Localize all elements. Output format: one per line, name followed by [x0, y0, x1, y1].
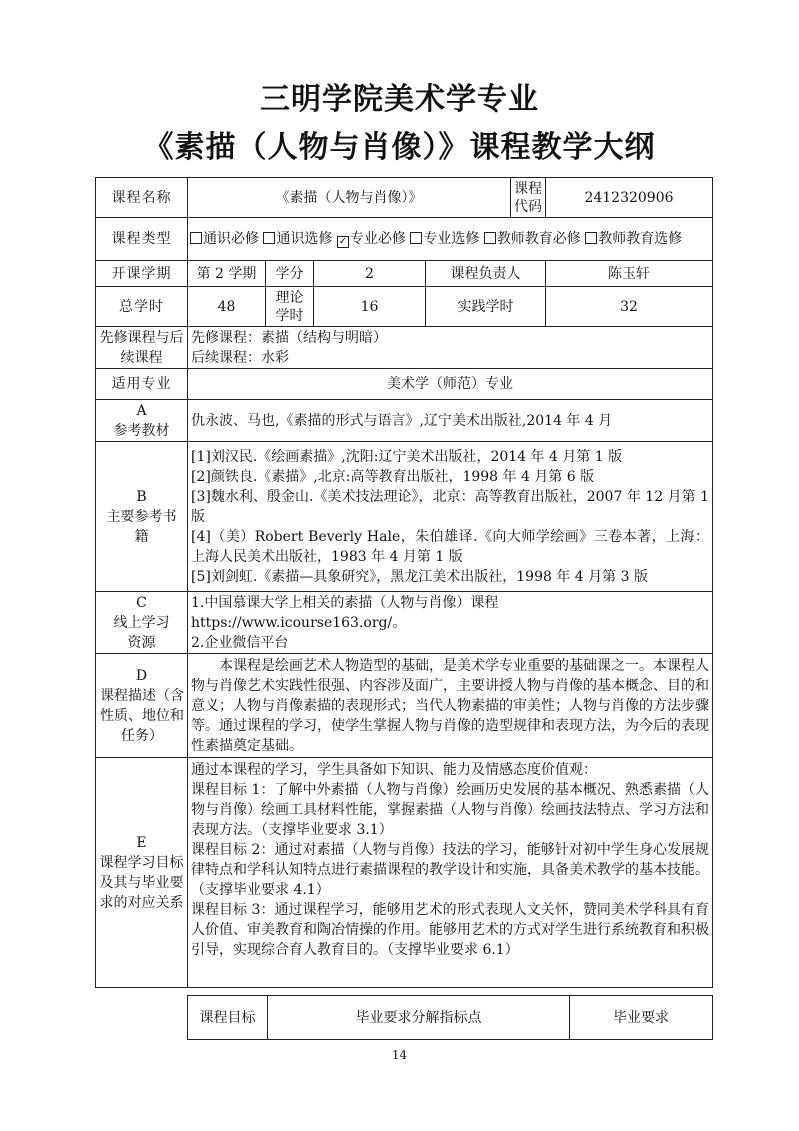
- desc-text: 本课程是绘画艺术人物造型的基础，是美术学专业重要的基础课之一。本课程人物与肖像艺术实践性很强、内容涉及面广，主要讲授人物与肖像的基本概念、目的和意义；人物与肖像素描的表现形式；当代人物素描的审美性；人物与肖像的方法步骤等。通过课程的学习，使学生掌握人物与肖像的造型规律和表现方法，为今后的表现性素描奠定基础。: [188, 654, 713, 758]
- ref-item: [3]魏水利、殷金山.《美术技法理论》，北京：高等教育出版社，2007 年 12 月第 1 版: [191, 488, 709, 525]
- option-label: 专业必修: [349, 231, 406, 247]
- goals-text: [188, 758, 713, 988]
- ref-item: [4]（美）Robert Beverly Hale，朱伯雄译.《向大师学绘画》三卷本著，上海：上海人民美术出版社，1983 年 4 月第 1 版: [191, 528, 709, 565]
- textbook-label: 参考教材: [113, 422, 170, 439]
- desc-label-cell: [96, 654, 188, 758]
- goals-label: 课程学习目标及其与毕业要求的对应关系: [99, 854, 184, 911]
- option-label: 教师教育选修: [598, 231, 683, 247]
- course-name-value: 《素描（人物与肖像）》: [188, 178, 511, 218]
- online-link[interactable]: https://www.icourse163.org/。: [191, 614, 407, 631]
- option-teacher-required[interactable]: [484, 231, 581, 247]
- online-list: [188, 592, 713, 654]
- textbook-value: 仇永波、马也,《素描的形式与语言》,辽宁美术出版社,2014 年 4 月: [188, 400, 713, 442]
- option-label: 教师教育必修: [496, 231, 581, 247]
- row-major: [96, 369, 713, 400]
- mapping-col-requirement: 毕业要求: [570, 996, 713, 1040]
- option-label: 通识必修: [203, 231, 259, 247]
- textbook-label-cell: [96, 400, 188, 442]
- option-general-required[interactable]: [190, 231, 259, 247]
- ref-item: [2]颜铁良.《素描》,北京:高等教育出版社，1998 年 4 月第 6 版: [191, 468, 595, 485]
- row-goals: [96, 758, 713, 988]
- row-semester: [96, 261, 713, 287]
- semester-label: 开课学期: [96, 261, 188, 287]
- online-letter: C: [136, 594, 147, 611]
- online-item: 1.中国慕课大学上相关的素描（人物与肖像）课程: [191, 594, 499, 611]
- semester-value: 第 2 学期: [188, 261, 266, 287]
- syllabus-table: [95, 177, 713, 988]
- row-course-type: [96, 218, 713, 261]
- goal-1: 课程目标 1：了解中外素描（人物与肖像）绘画历史发展的基本概况、熟悉素描（人物与肖像）绘画工具材料性能，掌握素描（人物与肖像）绘画技法特点、学习方法和表现方法。（支撑毕业要求 3.1）: [191, 782, 709, 838]
- theory-hours-label-text: 理论学时: [275, 289, 304, 324]
- checkbox-icon[interactable]: [585, 232, 597, 244]
- mapping-header-row: [188, 996, 713, 1040]
- desc-label: 课程描述（含性质、地位和任务）: [100, 687, 184, 744]
- total-hours-value: 48: [188, 287, 266, 327]
- goal-3: 课程目标 3：通过课程学习，能够用艺术的形式表现人文关怀，赞同美术学科具有育人价值、审美教育和陶冶情操的作用。能够用艺术的方式对学生进行系统教育和积极引导，实现综合育人教育目的。（支撑毕业要求 6.1）: [191, 902, 709, 958]
- refs-label: 主要参考书籍: [106, 508, 177, 545]
- course-code-label-text: 课程代码: [514, 180, 542, 215]
- page-number: 14: [391, 1048, 408, 1062]
- theory-hours-label: [266, 287, 314, 327]
- row-course-name: [96, 178, 713, 218]
- checkbox-icon[interactable]: [484, 232, 496, 244]
- row-online: [96, 592, 713, 654]
- option-major-required[interactable]: [337, 231, 406, 247]
- course-type-label: 课程类型: [96, 218, 188, 261]
- desc-letter: D: [135, 667, 148, 684]
- lead-label: 课程负责人: [426, 261, 546, 287]
- row-textbook: [96, 400, 713, 442]
- mapping-col-indicator: 毕业要求分解指标点: [268, 996, 570, 1040]
- course-code-label: [511, 178, 546, 218]
- prereq-before: 先修课程：素描（结构与明暗）: [191, 329, 387, 346]
- course-code-value: 2412320906: [546, 178, 713, 218]
- option-teacher-elective[interactable]: [585, 231, 682, 247]
- online-item: 2.企业微信平台: [191, 634, 289, 651]
- prereq-label: 先修课程与后续课程: [96, 327, 188, 369]
- goals-mapping-table: [187, 995, 713, 1040]
- option-label: 专业选修: [423, 231, 480, 247]
- refs-label-cell: [96, 442, 188, 592]
- mapping-col-goal: 课程目标: [188, 996, 268, 1040]
- row-references: [96, 442, 713, 592]
- credit-value: 2: [314, 261, 426, 287]
- course-name-label: 课程名称: [96, 178, 188, 218]
- checkbox-icon[interactable]: [263, 232, 275, 244]
- row-hours: [96, 287, 713, 327]
- checkbox-icon[interactable]: [190, 232, 202, 244]
- online-label: 线上学习资源: [113, 614, 170, 651]
- checkbox-icon[interactable]: [410, 232, 422, 244]
- row-prereq: [96, 327, 713, 369]
- prereq-values: [188, 327, 713, 369]
- prereq-after: 后续课程：水彩: [191, 349, 289, 366]
- refs-letter: B: [136, 488, 147, 505]
- goals-label-cell: [96, 758, 188, 988]
- practice-hours-value: 32: [546, 287, 713, 327]
- goal-2: 课程目标 2：通过对素描（人物与肖像）技法的学习，能够针对初中学生身心发展规律特点和学科认知特点进行素描课程的教学设计和实施，具备美术教学的基本技能。（支撑毕业要求 4.1）: [191, 842, 709, 898]
- option-general-elective[interactable]: [263, 231, 332, 247]
- goals-letter: E: [136, 834, 147, 851]
- title-line-2: 《素描（人物与肖像）》课程教学大纲: [143, 130, 656, 165]
- major-value: 美术学（师范）专业: [188, 369, 713, 400]
- row-description: [96, 654, 713, 758]
- option-label: 通识选修: [276, 231, 333, 247]
- ref-item: [5]刘剑虹.《素描—具象研究》，黑龙江美术出版社，1998 年 4 月第 3 版: [191, 568, 648, 585]
- online-label-cell: [96, 592, 188, 654]
- checkbox-checked-icon[interactable]: ✓: [338, 236, 348, 247]
- textbook-letter: A: [136, 402, 147, 419]
- lead-value: 陈玉轩: [546, 261, 713, 287]
- title-line-1: 三明学院美术学专业: [260, 82, 539, 117]
- goals-intro: 通过本课程的学习，学生具备如下知识、能力及情感态度价值观：: [191, 762, 597, 778]
- option-major-elective[interactable]: [410, 231, 479, 247]
- credit-label: 学分: [266, 261, 314, 287]
- refs-list: [188, 442, 713, 592]
- major-label: 适用专业: [96, 369, 188, 400]
- practice-hours-label: 实践学时: [426, 287, 546, 327]
- total-hours-label: 总学时: [96, 287, 188, 327]
- theory-hours-value: 16: [314, 287, 426, 327]
- course-type-options: [188, 218, 713, 261]
- ref-item: [1]刘汉民.《绘画素描》,沈阳:辽宁美术出版社，2014 年 4 月第 1 版: [191, 448, 623, 465]
